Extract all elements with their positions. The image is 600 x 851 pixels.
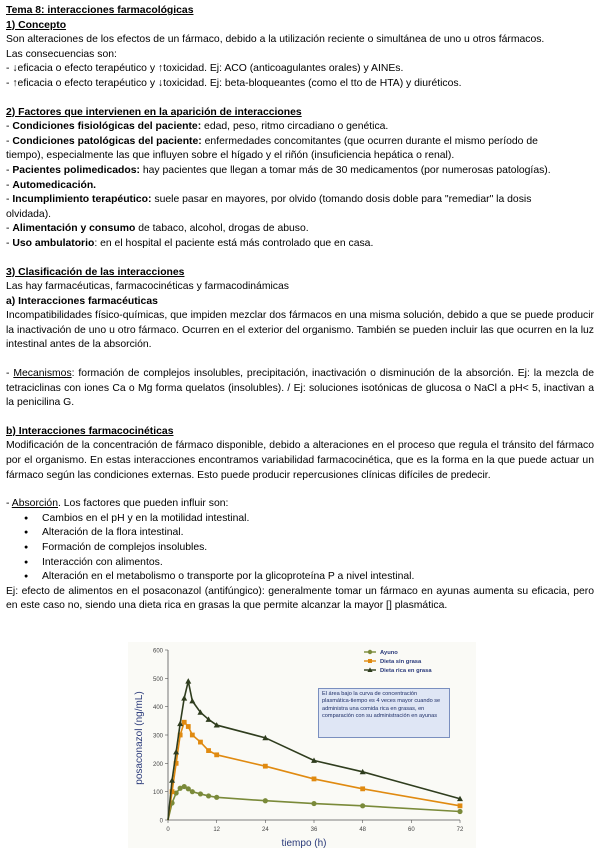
y-tick-label: 600 [152, 648, 163, 655]
posaconazol-chart [128, 642, 476, 848]
data-point [311, 801, 316, 806]
section-3-heading: 3) Clasificación de las interacciones [6, 266, 185, 278]
x-tick-label: 0 [166, 827, 170, 833]
factor-item: - Condiciones patológicas del paciente: enfermedades concomitantes (que ocurren durante el mismo período de [6, 135, 538, 147]
subsection-a-text: Incompatibilidades físico-químicas, que impiden mezclar dos fármacos en una misma solución, debido a que se puede producir la inactivación de uno u otro fármaco. Ocurren en el exterior del organismo. También se pueden incluir las que ocurren en la luz intestinal antes de la absorción. [6, 310, 594, 351]
data-point [360, 786, 365, 791]
absorcion-line: - Absorción. Los factores que pueden influir son: [6, 498, 229, 510]
data-point [198, 791, 203, 796]
data-point [186, 724, 191, 729]
y-axis-label: posaconazol (ng/mL) [134, 691, 145, 785]
factor-item-cont: olvidada). [6, 208, 52, 220]
data-point [263, 764, 268, 769]
x-tick-label: 72 [456, 827, 464, 833]
s1-consequence-2: - ↑eficacia o efecto terapéutico y ↓toxicidad. Ej: beta-bloqueantes (como el tto de HTA) y diuréticos. [6, 77, 462, 89]
data-point [182, 720, 187, 725]
data-point [263, 798, 268, 803]
subsection-b-text: Modificación de la concentración de fármaco disponible, debido a alteraciones en el proceso que regula el tránsito del fármaco por el organismo. En estas interacciones encontramos variabilidad farmacocinética, que es la forma en la que puede actuar un fármaco según las condiciones externas. Esto puede producir repercusiones clínicas difíciles de predecir. [6, 440, 594, 481]
factor-item-cont: tiempo), especialmente las que influyen sobre el hígado y el riñón (insuficiencia hepática o renal). [6, 150, 455, 162]
list-item: ● Alteración de la flora intestinal. [42, 526, 594, 541]
list-item: ● Alteración en el metabolismo o transporte por la glicoproteína P a nivel intestinal. [42, 570, 594, 585]
factor-item: - Condiciones fisiológicas del paciente: edad, peso, ritmo circadiano o genética. [6, 121, 389, 133]
y-tick-label: 100 [152, 790, 163, 797]
legend-label: Dieta rica en grasa [380, 668, 432, 675]
subsection-a-heading: a) Interacciones farmacéuticas [6, 295, 158, 307]
factor-item: - Automedicación. [6, 179, 97, 191]
y-tick-label: 500 [152, 676, 163, 683]
chart-annotation: El área bajo la curva de concentración plasmática-tiempo es 4 veces mayor cuando se administra una comida rica en grasas, en comparación con su administración en ayunas [318, 688, 450, 738]
subsection-b-heading: b) Interacciones farmacocinéticas [6, 425, 174, 437]
y-tick-label: 300 [152, 733, 163, 740]
mecanismos-paragraph: - Mecanismos: formación de complejos insolubles, precipitación, inactivación o disminución de la absorción. Ej: la mezcla de tetraciclinas con iones Ca o Mg forma quelatos (insolubles). / Ej: soluciones isotónicas de glucosa o NaCl a pH< 5, inactivan a la penicilina G. [6, 368, 594, 409]
absorcion-bullets [6, 512, 594, 585]
y-tick-label: 0 [159, 818, 163, 825]
y-tick-label: 400 [152, 705, 163, 712]
x-axis-label: tiempo (h) [281, 838, 327, 848]
data-point [214, 795, 219, 800]
list-item: ● Interacción con alimentos. [42, 556, 594, 571]
s1-p1: Son alteraciones de los efectos de un fármaco, debido a la utilización reciente o simultánea de uno u otros fármacos. [6, 34, 545, 46]
doc-title: Tema 8: interacciones farmacológicas [6, 5, 194, 16]
data-point [198, 740, 203, 745]
y-tick-label: 200 [152, 761, 163, 768]
factor-item: - Pacientes polimedicados: hay pacientes que llegan a tomar más de 30 medicamentos (por numerosas patologías). [6, 164, 551, 176]
x-tick-label: 24 [261, 827, 269, 833]
x-tick-label: 48 [359, 827, 367, 833]
legend-marker [368, 650, 372, 654]
chart-svg [128, 642, 476, 848]
factor-item: - Incumplimiento terapéutico: suele pasar en mayores, por olvido (tomando dosis doble para "remediar" la dosis [6, 194, 532, 206]
list-item: ● Formación de complejos insolubles. [42, 541, 594, 556]
x-tick-label: 36 [310, 827, 318, 833]
legend-marker [368, 659, 372, 663]
document [6, 4, 594, 614]
data-point [190, 789, 195, 794]
legend-label: Dieta sin grasa [380, 659, 422, 666]
data-point [360, 803, 365, 808]
factor-item: - Uso ambulatorio: en el hospital el paciente está más controlado que en casa. [6, 237, 374, 249]
data-point [206, 793, 211, 798]
data-point [190, 733, 195, 738]
section-2-heading: 2) Factores que intervienen en la aparición de interacciones [6, 106, 302, 118]
x-tick-label: 12 [213, 827, 221, 833]
data-point [214, 752, 219, 757]
section-1-heading: 1) Concepto [6, 19, 67, 31]
example-paragraph: Ej: efecto de alimentos en el posaconazol (antifúngico): generalmente tomar un fármaco en ayunas aumenta su eficacia, pero en este caso no, siendo una dieta rica en grasas la que permite alcanzar la mayor [] plasmática. [6, 585, 594, 612]
data-point [458, 803, 463, 808]
data-point [457, 809, 462, 814]
legend-label: Ayuno [380, 650, 398, 657]
data-point [312, 777, 317, 782]
factors-list [6, 120, 594, 251]
factor-item: - Alimentación y consumo de tabaco, alcohol, drogas de abuso. [6, 223, 309, 235]
s1-p2: Las consecuencias son: [6, 48, 117, 60]
data-point [206, 748, 211, 753]
s3-intro: Las hay farmacéuticas, farmacocinéticas y farmacodinámicas [6, 281, 289, 293]
s1-consequence-1: - ↓eficacia o efecto terapéutico y ↑toxicidad. Ej: ACO (anticoagulantes orales) y AINEs. [6, 63, 404, 75]
list-item: ● Cambios en el pH y en la motilidad intestinal. [42, 512, 594, 527]
x-tick-label: 60 [407, 827, 415, 833]
